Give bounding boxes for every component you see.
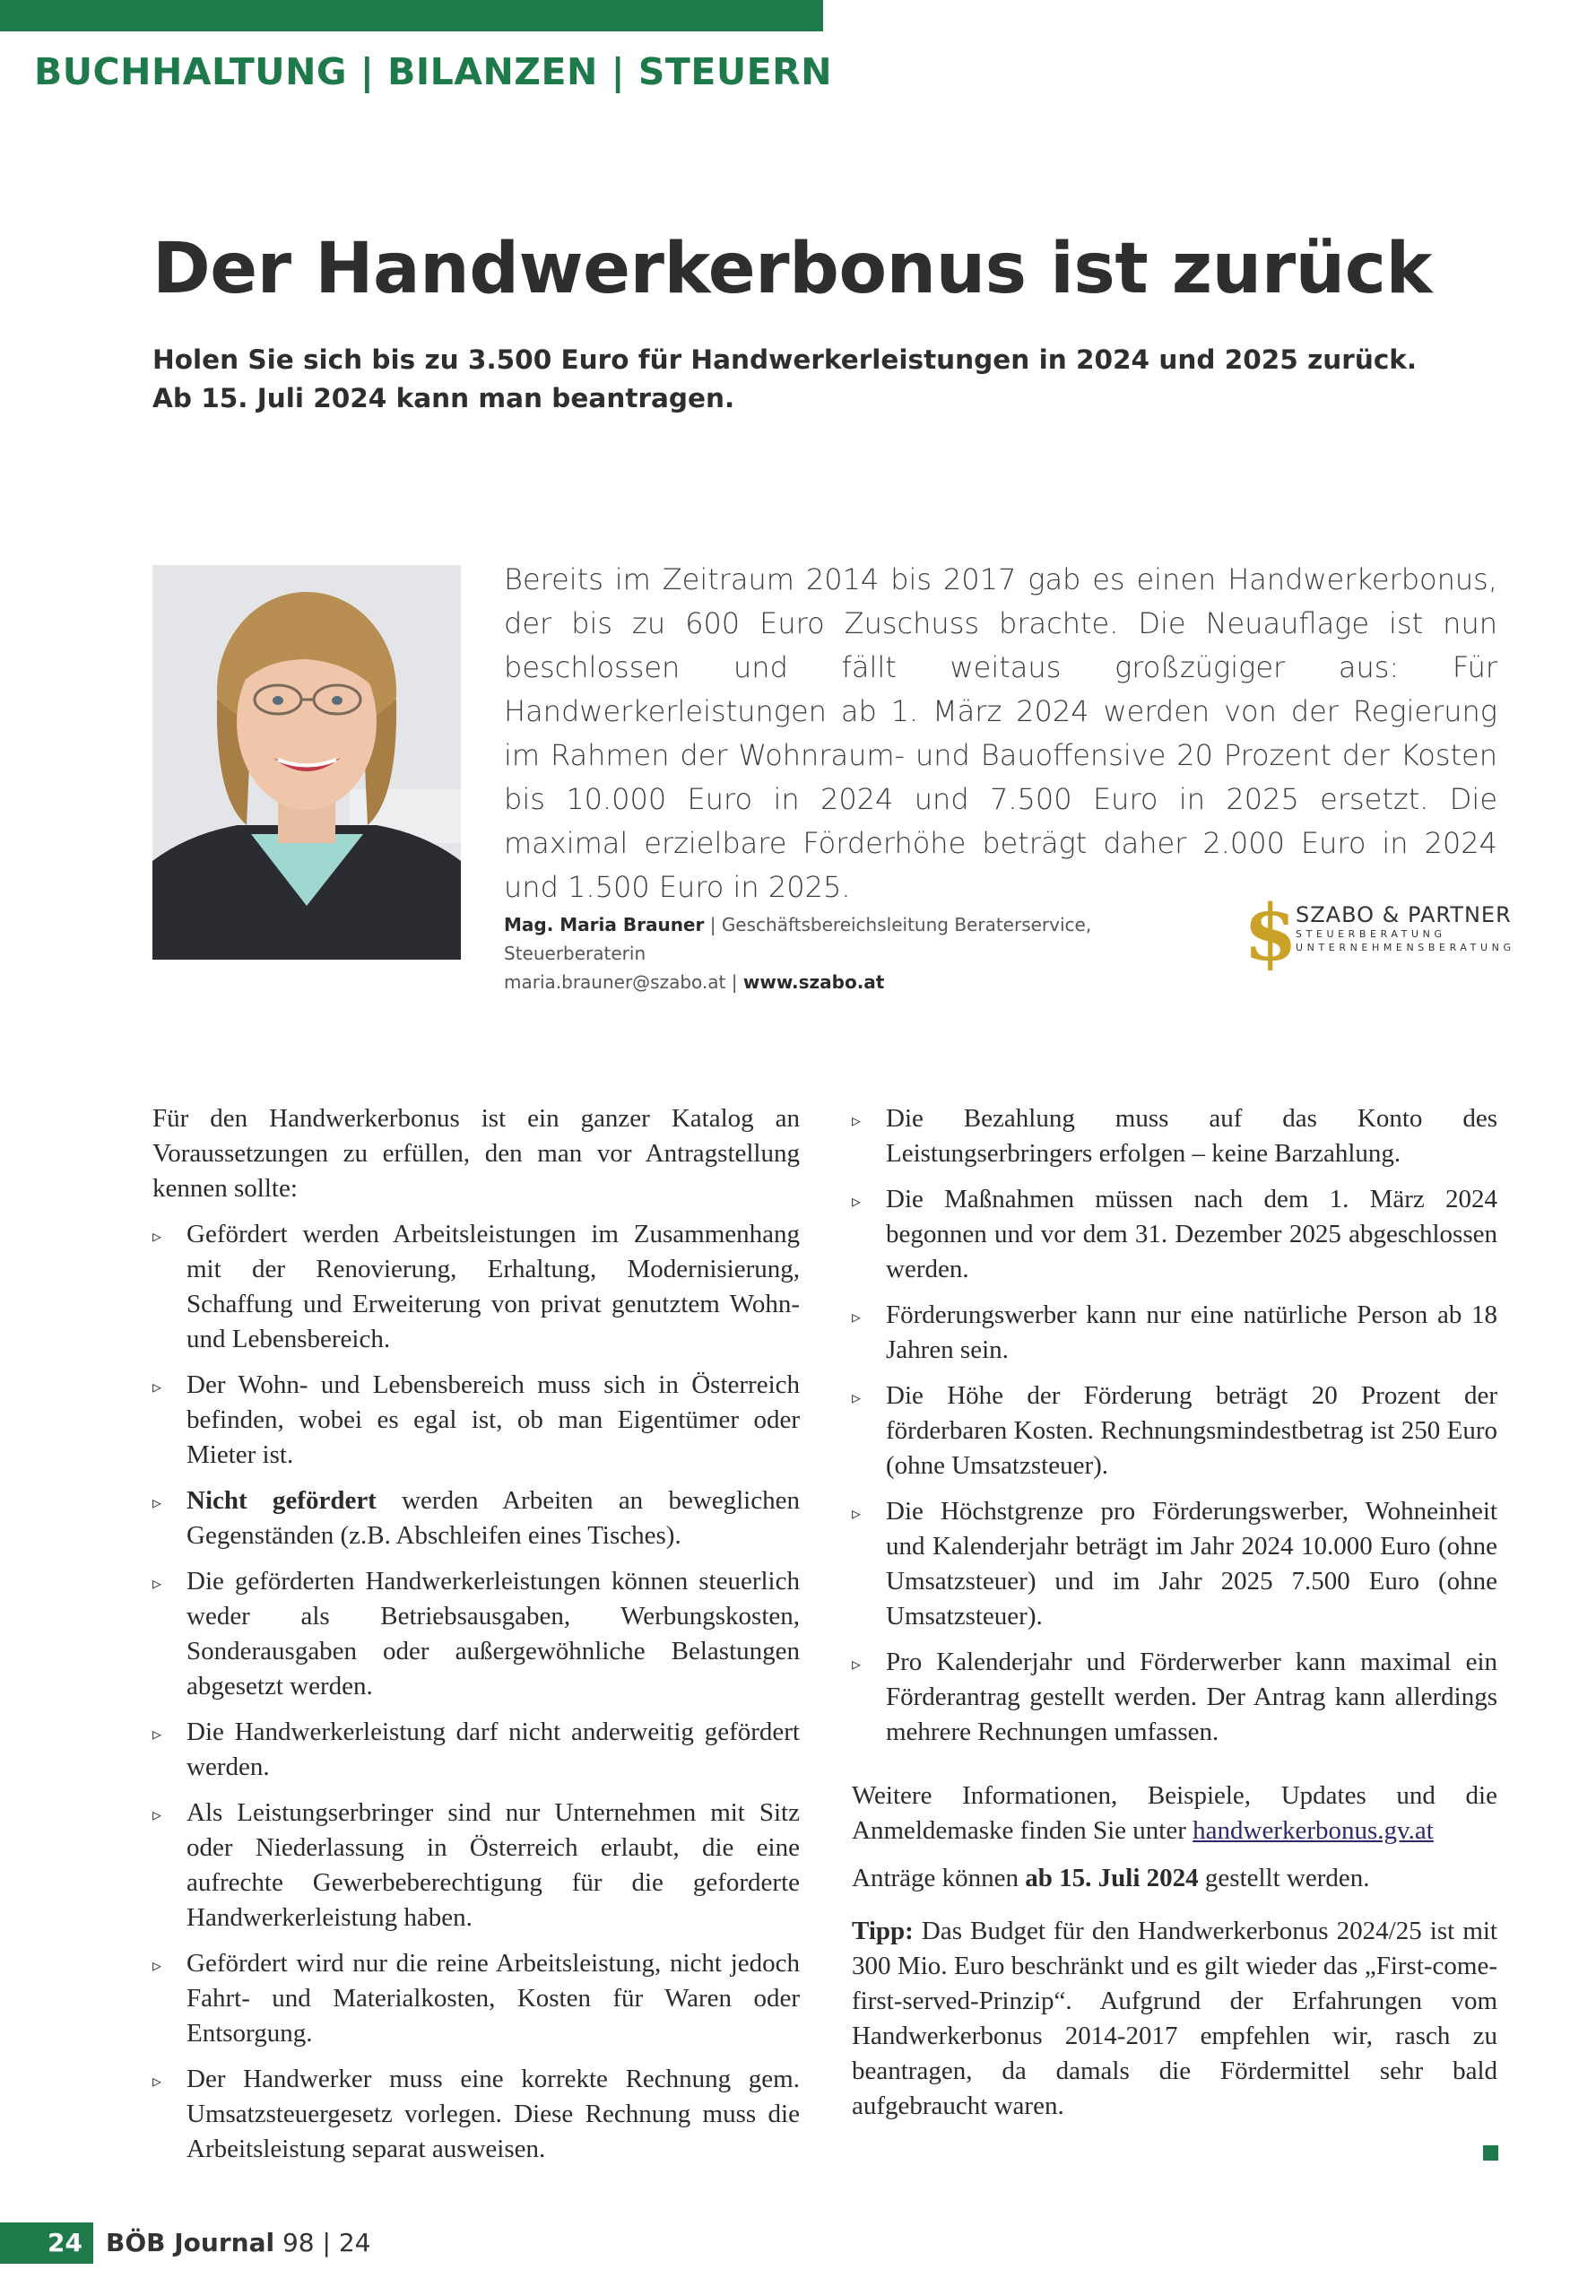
handwerkerbonus-link[interactable]: handwerkerbonus.gv.at [1193,1816,1434,1845]
list-item: ▹ Die Maßnahmen müssen nach dem 1. März 2024 begonnen und vor dem 31. Dezember 2025 abgeschlossen werden. [852,1185,1497,1283]
journal-name: BÖB Journal [106,2228,275,2257]
szabo-partner-logo [1242,890,1515,970]
intro-paragraph: Bereits im Zeitraum 2014 bis 2017 gab es einen Handwerkerbonus, der bis zu 600 Euro Zuschuss brachte. Die Neuauflage ist nun beschlossen und fällt weitaus großzügiger aus: Für Handwerkerleistungen ab 1. März 2024 werden von der Regierung im Rahmen der Wohnraum- und Bauoffensive 20 Prozent der Kosten bis 10.000 Euro in 2024 und 7.500 Euro in 2025 ersetzt. Die maximal erzielbare Förderhöhe beträgt daher 2.000 Euro in 2024 und 1.500 Euro in 2025. [504,562,1497,904]
author-email[interactable]: maria.brauner@szabo.at [504,971,726,993]
list-item: ▹ Die Handwerkerleistung darf nicht anderweitig gefördert werden. [152,1718,800,1781]
author-separator: | [725,971,743,993]
bullet-arrow-icon: ▹ [852,1306,862,1327]
subtitle-line-2: Ab 15. Juli 2024 kann man beantragen. [152,383,735,413]
list-item: ▹ Förderungswerber kann nur eine natürliche Person ab 18 Jahren sein. [852,1300,1497,1364]
not-funded-emphasis: Nicht gefördert [186,1486,377,1515]
bullet-arrow-icon: ▹ [852,1653,862,1674]
list-item: ▹ Die geförderten Handwerkerleistungen können steuerlich weder als Betriebsausgaben, Werbungskosten, Sonderausgaben oder außergewöhnliche Belastungen abgesetzt werden. [152,1567,800,1700]
author-photo [152,565,461,960]
logo-line-1: STEUERBERATUNG [1296,928,1446,940]
page-number: 24 [0,2222,93,2264]
author-portrait-illustration [152,565,461,960]
bullet-arrow-icon: ▹ [852,1109,862,1131]
author-line-1 [504,910,1221,968]
list-item: ▹ Pro Kalenderjahr und Förderwerber kann maximal ein Förderantrag gestellt werden. Der Antrag kann allerdings mehrere Rechnungen umfassen. [852,1648,1497,1746]
author-name: Mag. Maria Brauner [504,914,705,935]
author-role: | Geschäftsbereichsleitung Beraterservice, Steuerberaterin [504,914,1092,964]
list-item: ▹ Als Leistungserbringer sind nur Unternehmen mit Sitz oder Niederlassung in Österreich erlaubt, die eine aufrechte Gewerbeberechtigung für die geforderte Handwerkerleistung haben. [152,1798,800,1932]
requirements-list-right [852,1101,1497,1750]
article-end-marker [1483,2145,1498,2161]
bullet-arrow-icon: ▹ [152,1492,162,1513]
bullet-arrow-icon: ▹ [152,1954,162,1976]
subtitle-line-1: Holen Sie sich bis zu 3.500 Euro für Handwerkerleistungen in 2024 und 2025 zurück. [152,344,1418,375]
right-column [852,1101,1497,2124]
antrag-paragraph: Anträge können ab 15. Juli 2024 gestellt werden. [852,1864,1370,1892]
bullet-arrow-icon: ▹ [852,1190,862,1212]
list-item: ▹ Gefördert werden Arbeitsleistungen im Zusammenhang mit der Renovierung, Erhaltung, Modernisierung, Schaffung und Erweiterung von privat genutztem Wohn- und Lebensbereich. [152,1220,800,1353]
author-byline [504,910,1221,996]
left-column [152,1101,800,2167]
tipp-paragraph: Tipp: Das Budget für den Handwerkerbonus 2024/25 ist mit 300 Mio. Euro beschränkt und es gilt wieder das „First-come-first-served-Prinzip“. Aufgrund der Erfahrungen vom Handwerkerbonus 2014-2017 empfehlen wir, rasch zu beantragen, da damals die Fördermittel sehr bald aufgebraucht waren. [852,1917,1497,2120]
list-item: ▹ Gefördert wird nur die reine Arbeitsleistung, nicht jedoch Fahrt- und Materialkosten, Kosten für Waren oder Entsorgung. [152,1949,800,2048]
list-item: ▹ Nicht gefördert werden Arbeiten an beweglichen Gegenständen (z.B. Abschleifen eines Tisches). [152,1486,800,1550]
author-website[interactable]: www.szabo.at [742,971,885,993]
author-line-2 [504,968,1221,996]
bullet-arrow-icon: ▹ [152,2070,162,2092]
journal-issue: 98 | 24 [274,2228,371,2257]
footer-journal [106,2222,370,2264]
top-accent-bar [0,0,823,31]
dollar-logo-icon [1242,890,1292,970]
bullet-arrow-icon: ▹ [152,1376,162,1397]
list-item: ▹ Der Handwerker muss eine korrekte Rechnung gem. Umsatzsteuergesetz vorlegen. Diese Rechnung muss die Arbeitsleistung separat ausweisen. [152,2065,800,2163]
info-paragraph: Weitere Informationen, Beispiele, Updates und die Anmeldemaske finden Sie unter handwerkerbonus.gv.at [852,1781,1497,1845]
article-subtitle [152,341,1453,418]
list-item: ▹ Die Bezahlung muss auf das Konto des Leistungserbringers erfolgen – keine Barzahlung. [852,1104,1497,1168]
bullet-arrow-icon: ▹ [152,1225,162,1247]
logo-line-2: UNTERNEHMENSBERATUNG [1296,942,1515,953]
svg-text:$: $ [1244,890,1292,970]
article-title: Der Handwerkerbonus ist zurück [152,229,1432,309]
list-item: ▹ Die Höchstgrenze pro Förderungswerber, Wohneinheit und Kalenderjahr beträgt im Jahr 2024 10.000 Euro (ohne Umsatzsteuer) und im Jahr 2025 7.500 Euro (ohne Umsatzsteuer). [852,1497,1497,1631]
bullet-arrow-icon: ▹ [852,1387,862,1408]
bullet-arrow-icon: ▹ [152,1723,162,1744]
tipp-label: Tipp: [852,1917,914,1945]
logo-text [1296,902,1515,954]
requirements-lead: Für den Handwerkerbonus ist ein ganzer Katalog an Voraussetzungen zu erfüllen, den man vor Antragstellung kennen sollte: [152,1104,800,1203]
section-heading: BUCHHALTUNG | BILANZEN | STEUERN [34,50,833,93]
antrag-date: ab 15. Juli 2024 [1025,1864,1199,1892]
logo-name: SZABO & PARTNER [1296,902,1512,927]
bullet-arrow-icon: ▹ [152,1804,162,1825]
list-item: ▹ Die Höhe der Förderung beträgt 20 Prozent der förderbaren Kosten. Rechnungsmindestbetrag ist 250 Euro (ohne Umsatzsteuer). [852,1381,1497,1480]
list-item: ▹ Der Wohn- und Lebensbereich muss sich in Österreich befinden, wobei es egal ist, ob man Eigentümer oder Mieter ist. [152,1370,800,1469]
bullet-arrow-icon: ▹ [852,1502,862,1524]
requirements-list-left [152,1217,800,2167]
bullet-arrow-icon: ▹ [152,1572,162,1594]
